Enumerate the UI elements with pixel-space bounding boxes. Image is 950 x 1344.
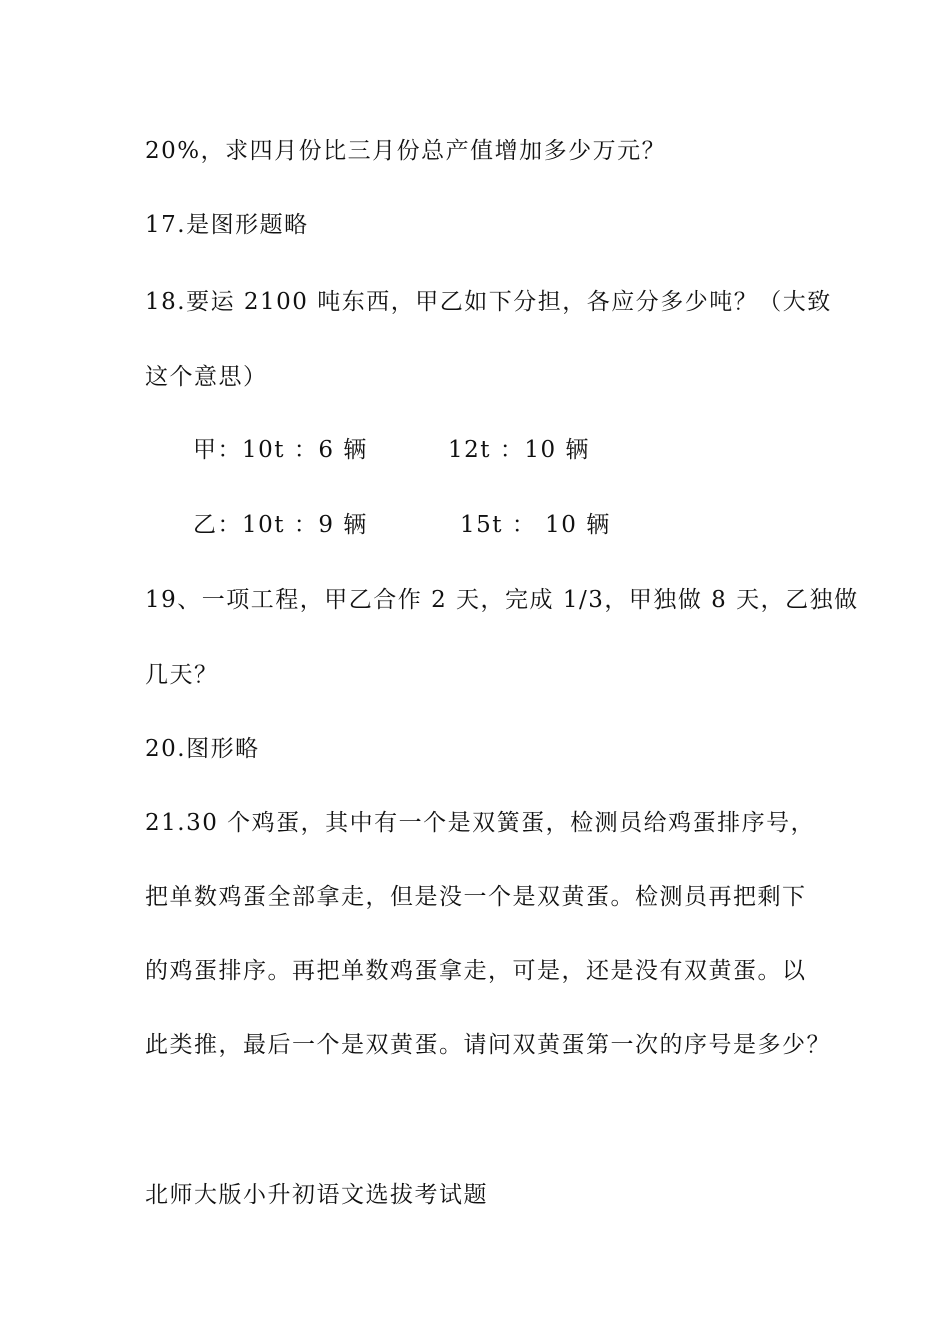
text-line-q20: 20.图形略 xyxy=(145,736,260,762)
text-line-q21-cont-2: 的鸡蛋排序。再把单数鸡蛋拿走，可是，还是没有双黄蛋。以 xyxy=(145,958,807,984)
text-line-q21-cont-3: 此类推，最后一个是双黄蛋。请问双黄蛋第一次的序号是多少？ xyxy=(145,1032,831,1058)
text-line-q21: 21.30 个鸡蛋，其中有一个是双簧蛋，检测员给鸡蛋排序号， xyxy=(145,810,816,836)
table-row-jia-left: 甲：10t ：6 辆 xyxy=(193,437,368,463)
text-line-q18-cont: 这个意思） xyxy=(145,364,268,390)
text-line-q21-cont-1: 把单数鸡蛋全部拿走，但是没一个是双黄蛋。检测员再把剩下 xyxy=(145,884,807,910)
text-line-q16-end: 20%，求四月份比三月份总产值增加多少万元？ xyxy=(145,138,667,164)
text-line-q17: 17.是图形题略 xyxy=(145,212,309,238)
text-line-q19: 19、一项工程，甲乙合作 2 天，完成 1/3，甲独做 8 天，乙独做 xyxy=(145,587,859,613)
table-row-yi-right: 15t ： 10 辆 xyxy=(460,512,611,538)
section-heading: 北师大版小升初语文选拔考试题 xyxy=(145,1182,488,1208)
text-line-q18: 18.要运 2100 吨东西，甲乙如下分担，各应分多少吨？（大致 xyxy=(145,289,832,315)
table-row-yi-left: 乙：10t ：9 辆 xyxy=(193,512,368,538)
text-line-q19-cont: 几天？ xyxy=(145,662,219,688)
table-row-jia-right: 12t ：10 辆 xyxy=(448,437,590,463)
